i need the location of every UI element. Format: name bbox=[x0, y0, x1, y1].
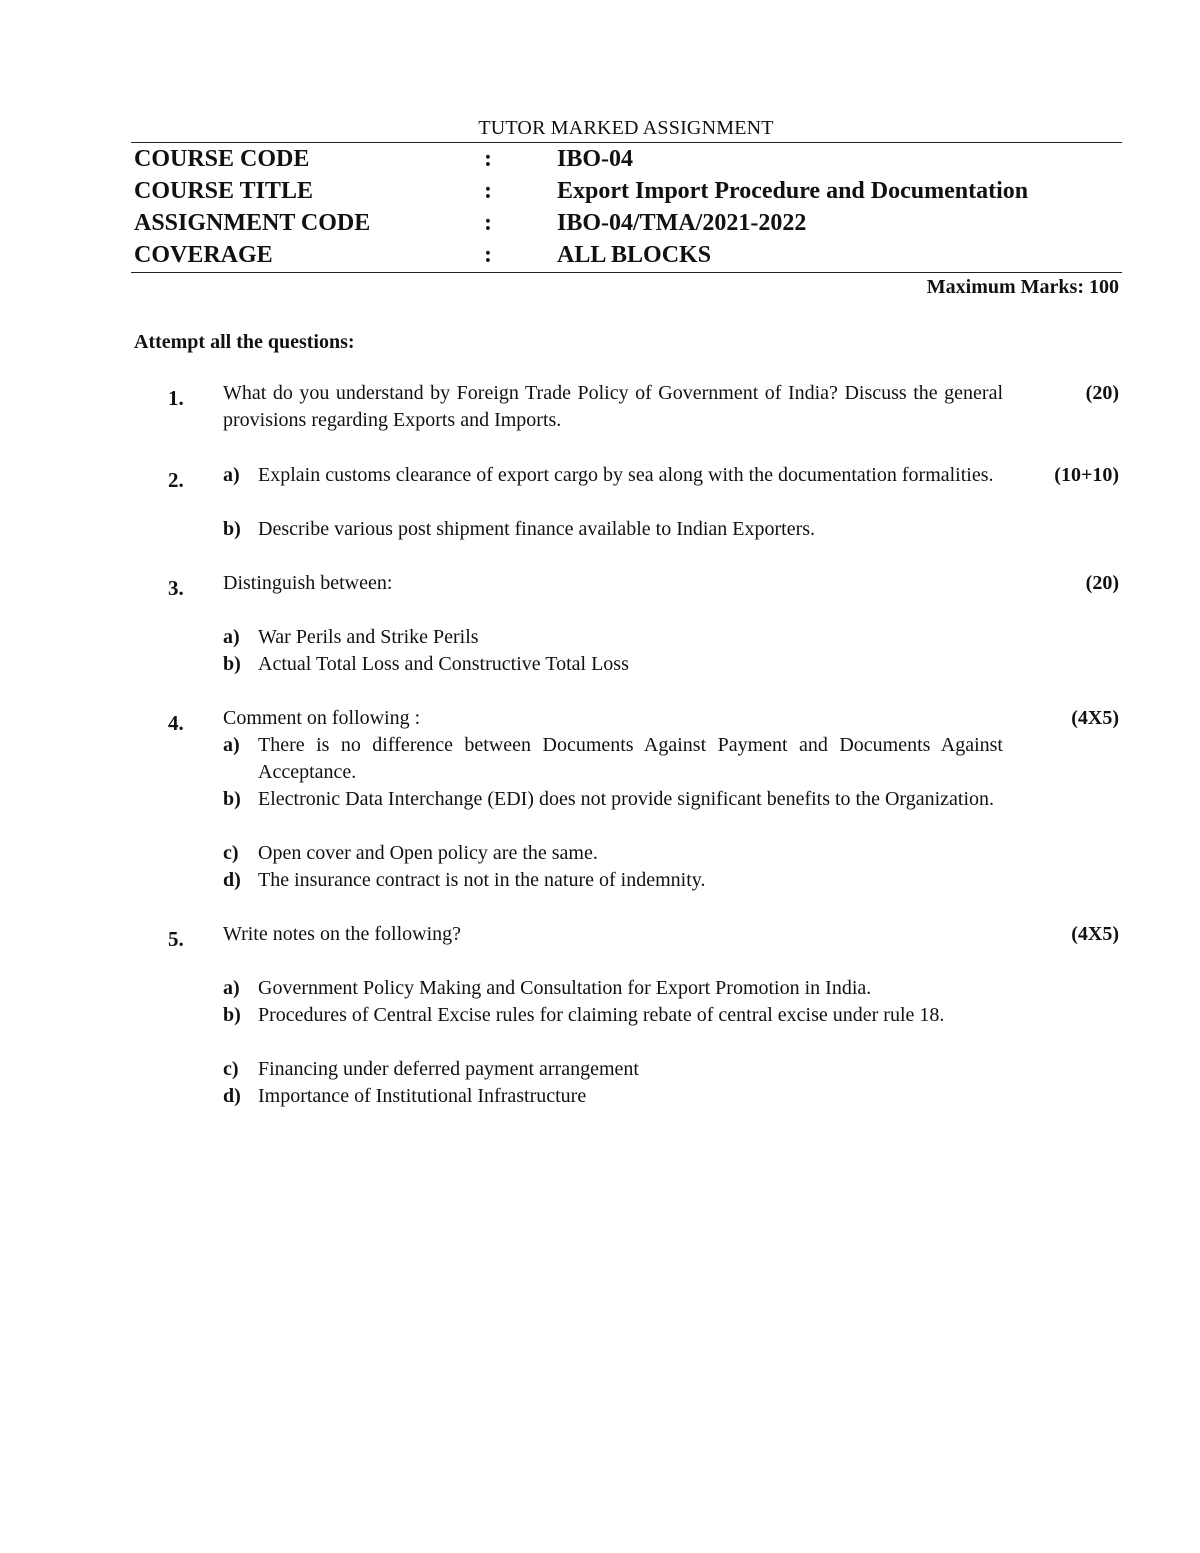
sub-label: b) bbox=[223, 518, 241, 540]
header-colon: : bbox=[484, 242, 492, 268]
sub-label: c) bbox=[223, 842, 239, 864]
sub-text: There is no difference between Documents Against Payment and Documents Against Acceptance. bbox=[258, 734, 1003, 783]
header-colon: : bbox=[484, 210, 492, 236]
sub-label: a) bbox=[223, 734, 240, 756]
sub-text: Financing under deferred payment arrangement bbox=[258, 1058, 639, 1080]
sub-label: d) bbox=[223, 869, 241, 891]
question-text: Distinguish between: bbox=[223, 572, 393, 594]
header-value: Export Import Procedure and Documentation bbox=[557, 178, 1029, 204]
sub-label: a) bbox=[223, 977, 240, 999]
sub-label: b) bbox=[223, 1004, 241, 1026]
question-number: 4. bbox=[168, 711, 184, 735]
sub-text: Procedures of Central Excise rules for claiming rebate of central excise under rule 18. bbox=[258, 1004, 945, 1026]
header-value: IBO-04 bbox=[557, 146, 634, 172]
question-text: What do you understand by Foreign Trade Policy of Government of India? Discuss the general provisions regarding Exports and Imports. bbox=[223, 382, 1003, 431]
question-marks: (10+10) bbox=[1054, 464, 1119, 486]
sub-label: a) bbox=[223, 464, 240, 486]
instruction-text: Attempt all the questions: bbox=[134, 331, 355, 353]
question-number: 2. bbox=[168, 468, 184, 492]
sub-text: Explain customs clearance of export cargo by sea along with the documentation formalities. bbox=[258, 464, 994, 486]
sub-text: Government Policy Making and Consultation for Export Promotion in India. bbox=[258, 977, 872, 999]
question-text: Write notes on the following? bbox=[223, 923, 462, 945]
header-bottom-rule bbox=[131, 272, 1122, 273]
header-top-rule bbox=[131, 142, 1122, 143]
sub-text: Electronic Data Interchange (EDI) does not provide significant benefits to the Organization. bbox=[258, 788, 995, 810]
sub-text: Importance of Institutional Infrastructure bbox=[258, 1085, 587, 1107]
header-label: ASSIGNMENT CODE bbox=[134, 210, 371, 236]
question-number: 1. bbox=[168, 386, 184, 410]
header-label: COVERAGE bbox=[134, 242, 273, 268]
maximum-marks: Maximum Marks: 100 bbox=[926, 276, 1119, 298]
question-number: 5. bbox=[168, 927, 184, 951]
header-colon: : bbox=[484, 178, 492, 204]
sub-label: d) bbox=[223, 1085, 241, 1107]
question-marks: (4X5) bbox=[1071, 923, 1119, 945]
sub-label: a) bbox=[223, 626, 240, 648]
sub-text: Open cover and Open policy are the same. bbox=[258, 842, 598, 864]
header-value: IBO-04/TMA/2021-2022 bbox=[557, 210, 807, 236]
sub-text: The insurance contract is not in the nature of indemnity. bbox=[258, 869, 706, 891]
sub-label: c) bbox=[223, 1058, 239, 1080]
question-text: Comment on following : bbox=[223, 707, 421, 729]
header-label: COURSE TITLE bbox=[134, 178, 313, 204]
sub-text: Describe various post shipment finance available to Indian Exporters. bbox=[258, 518, 816, 540]
document-title: TUTOR MARKED ASSIGNMENT bbox=[478, 117, 774, 139]
question-number: 3. bbox=[168, 576, 184, 600]
header-value: ALL BLOCKS bbox=[557, 242, 712, 268]
question-marks: (20) bbox=[1085, 382, 1119, 404]
question-marks: (20) bbox=[1085, 572, 1119, 594]
header-colon: : bbox=[484, 146, 492, 172]
header-label: COURSE CODE bbox=[134, 146, 310, 172]
sub-text: Actual Total Loss and Constructive Total Loss bbox=[258, 653, 629, 675]
sub-label: b) bbox=[223, 653, 241, 675]
question-marks: (4X5) bbox=[1071, 707, 1119, 729]
sub-text: War Perils and Strike Perils bbox=[258, 626, 479, 648]
sub-label: b) bbox=[223, 788, 241, 810]
